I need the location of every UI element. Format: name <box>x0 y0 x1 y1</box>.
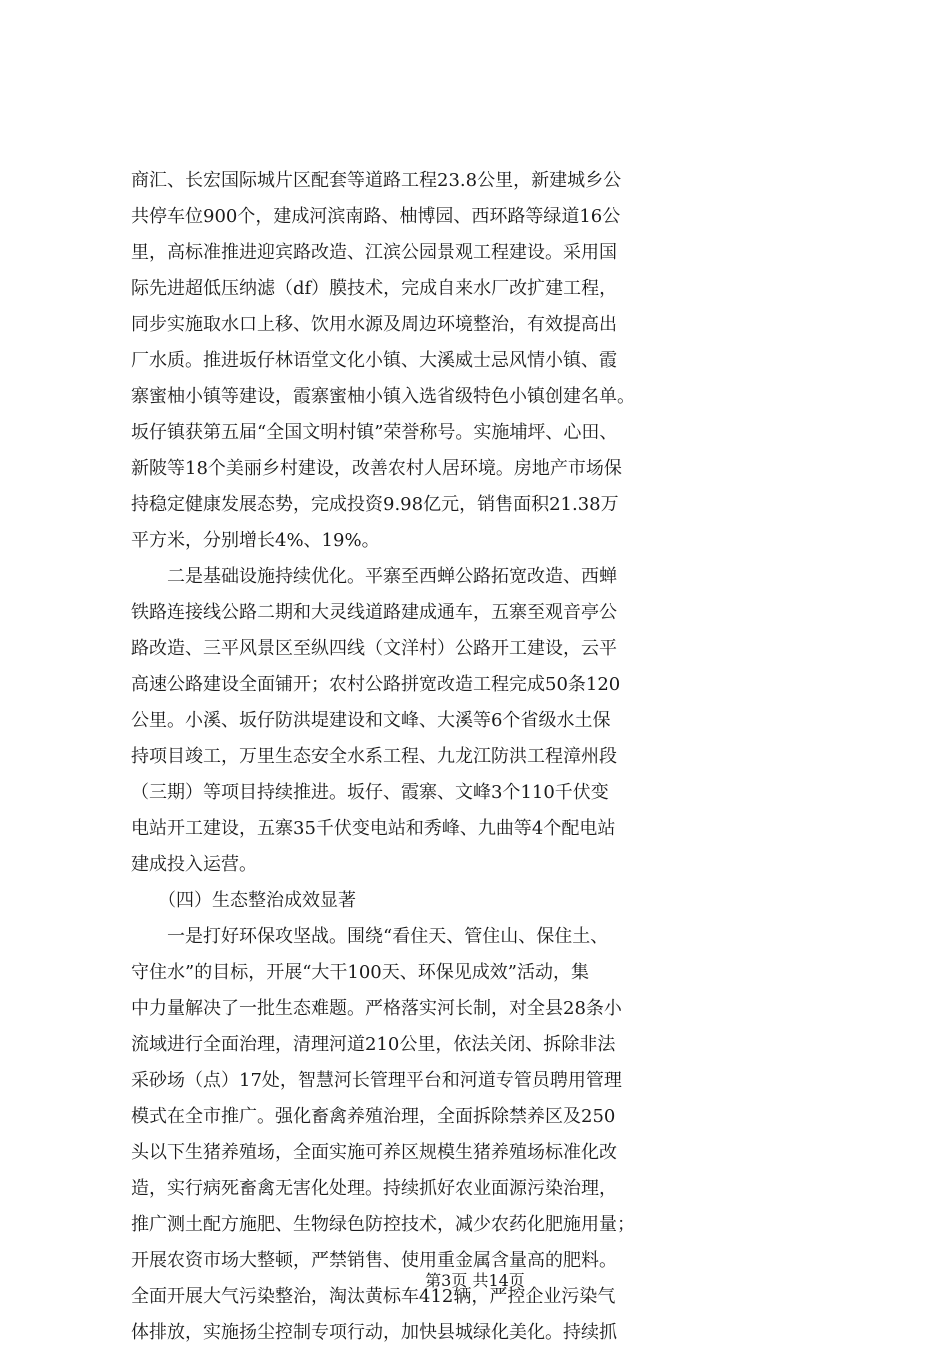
text-line: 电站开工建设，五寨35千伏变电站和秀峰、九曲等4个配电站 <box>131 818 616 839</box>
text-line: 公里。小溪、坂仔防洪堤建设和文峰、大溪等6个省级水土保 <box>131 710 611 731</box>
text-line: 造，实行病死畜禽无害化处理。持续抓好农业面源污染治理， <box>131 1178 617 1199</box>
text-line: 持稳定健康发展态势，完成投资9.98亿元，销售面积21.38万 <box>131 494 619 515</box>
text-line: 体排放，实施扬尘控制专项行动，加快县城绿化美化。持续抓 <box>131 1322 617 1343</box>
text-line: 守住水”的目标，开展“大干100天、环保见成效”活动，集 <box>131 962 589 983</box>
text-line: 坂仔镇获第五届“全国文明村镇”荣誉称号。实施埔坪、心田、 <box>131 422 618 443</box>
text-line: 中力量解决了一批生态难题。严格落实河长制，对全县28条小 <box>131 998 622 1019</box>
page-footer: 第3页 共14页 <box>425 1271 525 1290</box>
text-line: 全面开展大气污染整治，淘汰黄标车412辆，严控企业污染气 <box>131 1286 616 1307</box>
text-line: 一是打好环保攻坚战。围绕“看住天、管住山、保住土、 <box>131 926 609 947</box>
text-line: 商汇、长宏国际城片区配套等道路工程23.8公里，新建城乡公 <box>131 170 622 191</box>
text-line: 铁路连接线公路二期和大灵线道路建成通车，五寨至观音亭公 <box>131 602 617 623</box>
text-line: 推广测土配方施肥、生物绿色防控技术，减少农药化肥施用量； <box>131 1214 635 1235</box>
text-line: 流域进行全面治理，清理河道210公里，依法关闭、拆除非法 <box>131 1034 616 1055</box>
text-line: 模式在全市推广。强化畜禽养殖治理，全面拆除禁养区及250 <box>131 1106 616 1127</box>
text-line: 持项目竣工，万里生态安全水系工程、九龙江防洪工程漳州段 <box>131 746 617 767</box>
text-line: 厂水质。推进坂仔林语堂文化小镇、大溪威士忌风情小镇、霞 <box>131 350 617 371</box>
text-line: （三期）等项目持续推进。坂仔、霞寨、文峰3个110千伏变 <box>131 782 609 803</box>
text-line: 共停车位900个，建成河滨南路、柚博园、西环路等绿道16公 <box>131 206 621 227</box>
text-line: 里，高标准推进迎宾路改造、江滨公园景观工程建设。采用国 <box>131 242 617 263</box>
text-line: 新陂等18个美丽乡村建设，改善农村人居环境。房地产市场保 <box>131 458 622 479</box>
text-line: 建成投入运营。 <box>131 854 257 875</box>
text-line: 采砂场（点）17处，智慧河长管理平台和河道专管员聘用管理 <box>131 1070 622 1091</box>
text-line: 同步实施取水口上移、饮用水源及周边环境整治，有效提高出 <box>131 314 617 335</box>
text-line: 头以下生猪养殖场，全面实施可养区规模生猪养殖场标准化改 <box>131 1142 617 1163</box>
text-line: 平方米，分别增长4%、19%。 <box>131 530 380 551</box>
text-line: 二是基础设施持续优化。平寨至西蝉公路拓宽改造、西蝉 <box>131 566 617 587</box>
text-line: 路改造、三平风景区至纵四线（文洋村）公路开工建设，云平 <box>131 638 617 659</box>
body-text <box>131 163 831 1351</box>
text-line: 高速公路建设全面铺开；农村公路拼宽改造工程完成50条120 <box>131 674 621 695</box>
text-line: （四）生态整治成效显著 <box>131 890 356 911</box>
text-line: 际先进超低压纳滤（df）膜技术，完成自来水厂改扩建工程， <box>131 278 618 299</box>
text-line: 开展农资市场大整顿，严禁销售、使用重金属含量高的肥料。 <box>131 1250 617 1271</box>
text-line: 寨蜜柚小镇等建设，霞寨蜜柚小镇入选省级特色小镇创建名单。 <box>131 386 635 407</box>
